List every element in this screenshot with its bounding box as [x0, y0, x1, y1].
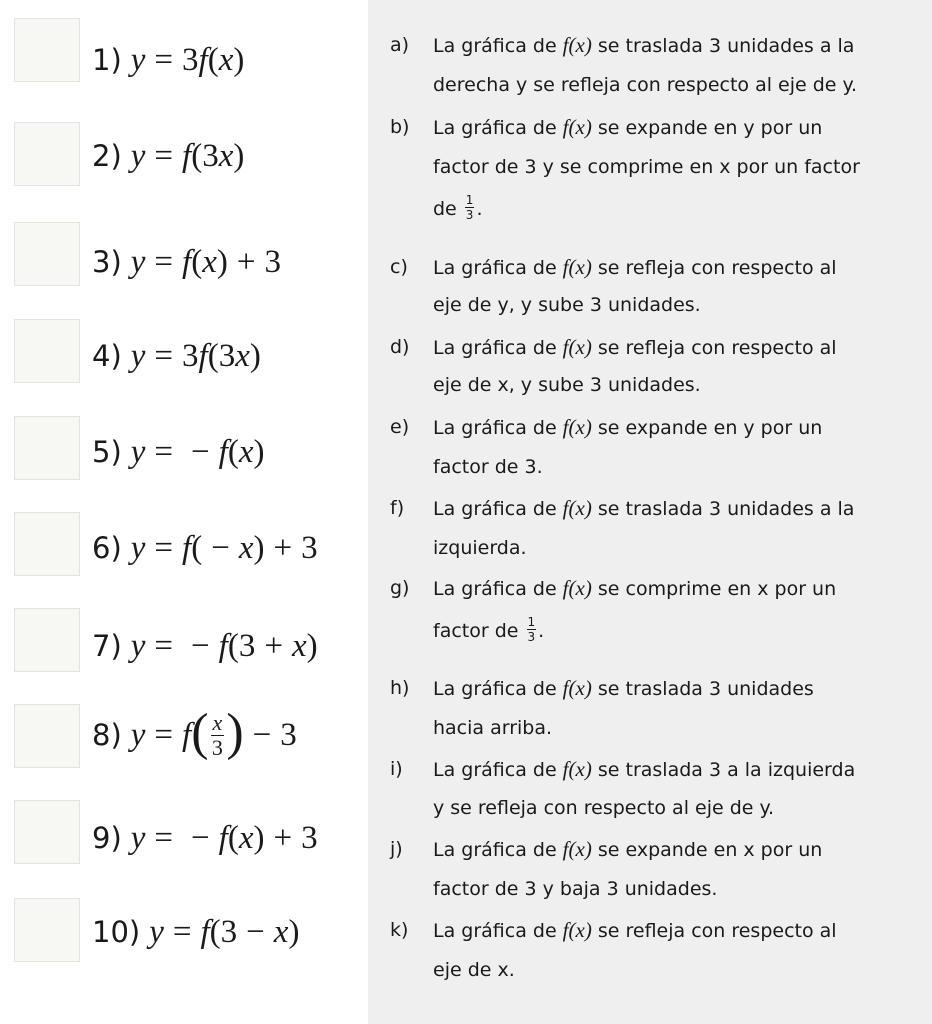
expression-number: 10) — [92, 914, 141, 949]
option-letter-b: b) — [390, 116, 410, 138]
expression-formula: y = f ( − x ) + 3 — [130, 529, 318, 566]
expression-number: 6) — [92, 530, 122, 565]
expression-8 — [92, 704, 297, 761]
answer-box-6[interactable] — [14, 512, 80, 576]
option-b-line-1: La gráfica de f(x) se expande en y por un — [433, 115, 823, 139]
expression-1 — [92, 40, 244, 80]
option-b-line-2: factor de 3 y se comprime en x por un factor — [433, 156, 860, 178]
option-a-line-2: derecha y se refleja con respecto al eje de y. — [433, 74, 858, 96]
expression-3 — [92, 242, 281, 282]
option-d-line-1: La gráfica de f(x) se refleja con respecto al — [433, 335, 837, 359]
expression-number: 8) — [92, 717, 122, 752]
expression-formula: y = 3 f (3 x ) — [130, 337, 261, 374]
option-e-line-2: factor de 3. — [433, 456, 543, 478]
option-j-line-2: factor de 3 y baja 3 unidades. — [433, 878, 718, 900]
expression-formula: y = f ( x 3 ) − 3 — [130, 704, 297, 761]
option-letter-f: f) — [390, 497, 405, 519]
answer-box-9[interactable] — [14, 800, 80, 864]
option-letter-h: h) — [390, 677, 410, 699]
expression-4 — [92, 336, 261, 376]
answer-box-10[interactable] — [14, 898, 80, 962]
option-letter-g: g) — [390, 577, 410, 599]
answer-box-7[interactable] — [14, 608, 80, 672]
expression-formula: y = f (3 x ) — [130, 137, 245, 174]
expression-formula: y = − f (3 + x ) — [130, 627, 318, 664]
option-letter-e: e) — [390, 416, 410, 438]
option-j-line-1: La gráfica de f(x) se expande en x por un — [433, 837, 823, 861]
expression-number: 5) — [92, 434, 122, 469]
expression-5 — [92, 432, 265, 472]
option-c-line-1: La gráfica de f(x) se refleja con respecto al — [433, 255, 837, 279]
option-d-line-2: eje de x, y sube 3 unidades. — [433, 374, 701, 396]
option-k-line-2: eje de x. — [433, 959, 515, 981]
expression-number: 1) — [92, 42, 122, 77]
expression-formula: y = − f ( x ) + 3 — [130, 819, 318, 856]
option-letter-a: a) — [390, 34, 410, 56]
option-c-line-2: eje de y, y sube 3 unidades. — [433, 294, 701, 316]
expression-number: 3) — [92, 244, 122, 279]
option-i-line-2: y se refleja con respecto al eje de y. — [433, 797, 775, 819]
answer-box-3[interactable] — [14, 222, 80, 286]
option-k-line-1: La gráfica de f(x) se refleja con respecto al — [433, 918, 837, 942]
option-a-line-1: La gráfica de f(x) se traslada 3 unidades a la — [433, 33, 855, 57]
expression-9 — [92, 818, 318, 858]
expression-number: 7) — [92, 628, 122, 663]
option-g-line-2: factor de $\frac{1}{3}$ . — [433, 615, 545, 644]
expression-number: 2) — [92, 138, 122, 173]
answer-box-2[interactable] — [14, 122, 80, 186]
option-letter-j: j) — [390, 838, 403, 860]
expression-2 — [92, 136, 244, 176]
expression-number: 4) — [92, 338, 122, 373]
option-f-line-2: izquierda. — [433, 537, 527, 559]
expression-7 — [92, 626, 318, 666]
option-letter-d: d) — [390, 336, 410, 358]
answer-box-8[interactable] — [14, 704, 80, 768]
option-h-line-1: La gráfica de f(x) se traslada 3 unidades — [433, 676, 814, 700]
option-letter-k: k) — [390, 919, 409, 941]
expression-formula: y = 3 f ( x ) — [130, 41, 245, 78]
expression-10 — [92, 912, 299, 952]
option-b-line-3: de $\frac{1}{3}$ . — [433, 193, 483, 222]
expression-formula: y = f (3 − x ) — [149, 913, 300, 950]
expression-number: 9) — [92, 820, 122, 855]
expression-formula: y = − f ( x ) — [130, 433, 265, 470]
option-letter-i: i) — [390, 758, 403, 780]
expression-formula: y = f ( x ) + 3 — [130, 243, 281, 280]
option-letter-c: c) — [390, 256, 408, 278]
answer-box-1[interactable] — [14, 18, 80, 82]
option-i-line-1: La gráfica de f(x) se traslada 3 a la izquierda — [433, 757, 856, 781]
option-e-line-1: La gráfica de f(x) se expande en y por un — [433, 415, 823, 439]
answer-box-5[interactable] — [14, 416, 80, 480]
expression-6 — [92, 528, 318, 568]
option-f-line-1: La gráfica de f(x) se traslada 3 unidades a la — [433, 496, 855, 520]
option-g-line-1: La gráfica de f(x) se comprime en x por un — [433, 576, 837, 600]
answer-box-4[interactable] — [14, 319, 80, 383]
option-h-line-2: hacia arriba. — [433, 717, 553, 739]
